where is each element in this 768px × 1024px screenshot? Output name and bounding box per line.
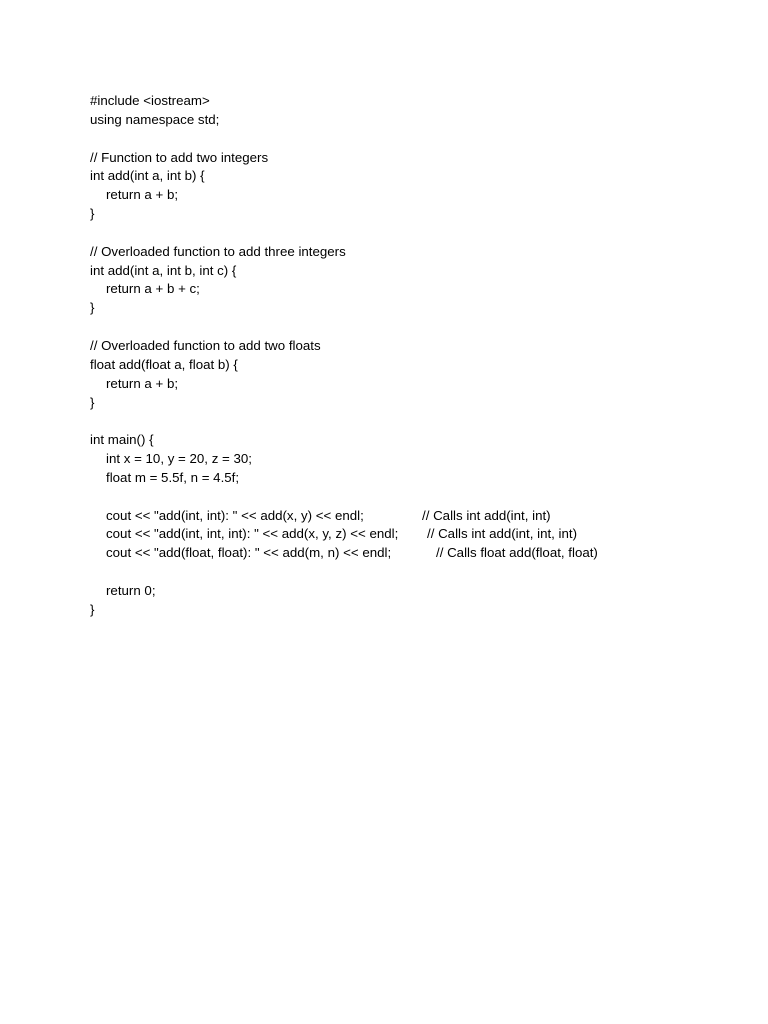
code-line-closing-brace: } [90,394,95,410]
code-line-cout-float-float: cout << "add(float, float): " << add(m, n) << endl; // Calls float add(float, float) [90,544,398,563]
code-line-closing-brace: } [90,206,95,222]
inline-comment: // Calls int add(int, int) [422,507,551,523]
code-line-function-signature: float add(float a, float b) { [90,356,238,372]
code-line-blank [90,318,398,337]
code-line-namespace: using namespace std; [90,111,220,127]
code-line-return: return a + b; [106,375,179,391]
code-comment: // Overloaded function to add three integers [90,243,346,259]
code-line-closing-brace: } [90,601,95,617]
code-line-blank [90,224,398,243]
code-line-main-signature: int main() { [90,432,154,448]
code-line-return: return a + b; [106,187,179,203]
code-line-return-zero: return 0; [106,582,156,598]
code-line-closing-brace: } [90,300,95,316]
code-line-int-declaration: int x = 10, y = 20, z = 30; [106,451,252,467]
inline-comment: // Calls float add(float, float) [436,545,598,561]
code-line-cout-int-int: cout << "add(int, int): " << add(x, y) << endl; // Calls int add(int, int) [90,507,398,526]
code-line-function-signature: int add(int a, int b, int c) { [90,262,237,278]
code-line-return: return a + b + c; [106,281,200,297]
code-line-float-declaration: float m = 5.5f, n = 4.5f; [106,469,240,485]
code-comment: // Function to add two integers [90,149,269,165]
inline-comment: // Calls int add(int, int, int) [427,526,578,542]
code-line-blank [90,412,398,431]
code-line-blank [90,488,398,507]
code-line-include: #include <iostream> [90,93,210,108]
code-comment: // Overloaded function to add two floats [90,337,321,353]
code-line-cout-int-int-int: cout << "add(int, int, int): " << add(x, y, z) << endl; // Calls int add(int, int, int) [90,525,398,544]
code-line-blank [90,563,398,582]
code-line-blank [90,130,398,149]
code-line-function-signature: int add(int a, int b) { [90,168,205,184]
code-listing [90,92,598,620]
